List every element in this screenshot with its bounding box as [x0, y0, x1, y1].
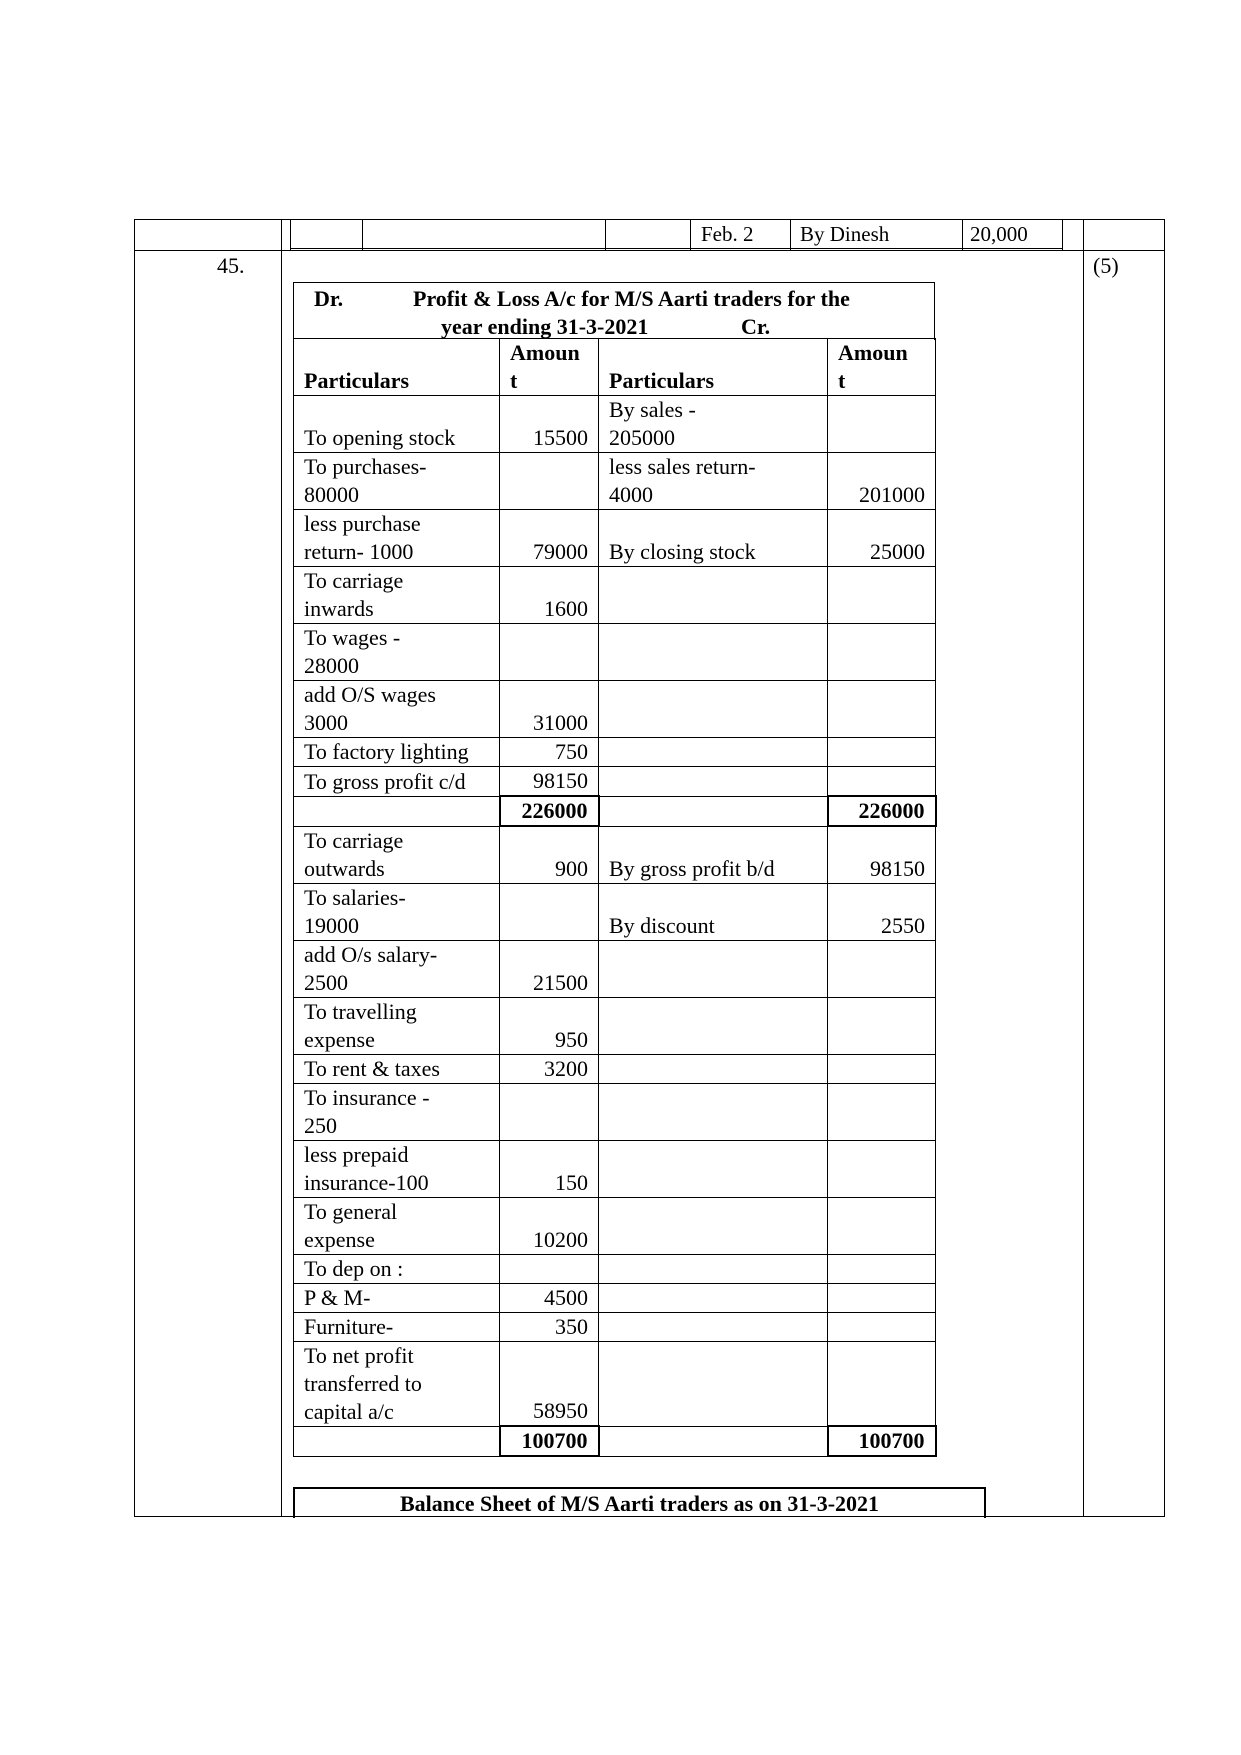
cr-blank — [599, 1341, 828, 1426]
dr-amount — [500, 883, 599, 940]
dr-particular: To general expense — [294, 1197, 500, 1254]
cr-amount — [828, 738, 936, 767]
dr-particular: To dep on : — [294, 1254, 500, 1283]
dr-amount: 10200 — [500, 1197, 599, 1254]
cr-particular: By gross profit b/d — [599, 826, 828, 883]
cr-particular — [599, 940, 828, 997]
dr-particular: To rent & taxes — [294, 1054, 500, 1083]
cr-amount — [828, 567, 936, 624]
column-header-row — [294, 339, 936, 396]
dr-amount: 900 — [500, 826, 599, 883]
cr-particular — [599, 624, 828, 681]
cr-particular — [599, 738, 828, 767]
pl-row — [294, 883, 936, 940]
cr-amount — [828, 1283, 936, 1312]
pl-total-row — [294, 1426, 936, 1456]
cr-particular — [599, 1140, 828, 1197]
dr-particular: add O/s salary- 2500 — [294, 940, 500, 997]
dr-amount: 3200 — [500, 1054, 599, 1083]
cr-blank — [599, 1426, 828, 1456]
cr-blank — [828, 1341, 936, 1426]
col-amount-dr: Amoun t — [500, 339, 599, 396]
cr-particular — [599, 567, 828, 624]
pl-row — [294, 1054, 936, 1083]
cr-amount — [828, 396, 936, 453]
cr-amount — [828, 940, 936, 997]
cr-particular — [599, 1254, 828, 1283]
cr-amount — [828, 997, 936, 1054]
trading-total-row — [294, 796, 936, 826]
trading-row — [294, 681, 936, 738]
pl-account-table — [293, 338, 937, 1457]
pl-row — [294, 940, 936, 997]
col-particulars-cr: Particulars — [599, 339, 828, 396]
question-marks: (5) — [1093, 253, 1119, 278]
pl-row — [294, 1254, 936, 1283]
trading-row — [294, 738, 936, 767]
cr-amount: 98150 — [828, 826, 936, 883]
dr-amount: 79000 — [500, 510, 599, 567]
cr-particular — [599, 767, 828, 797]
balance-sheet-title: Balance Sheet of M/S Aarti traders as on 31-3-2021 — [399, 1491, 880, 1516]
trading-row — [294, 767, 936, 797]
dr-particular: To factory lighting — [294, 738, 500, 767]
cr-amount — [828, 1197, 936, 1254]
pl-title-line2: year ending 31-3-2021 — [441, 314, 649, 339]
cr-particular — [599, 1054, 828, 1083]
pl-header — [293, 282, 935, 340]
dr-particular: add O/S wages 3000 — [294, 681, 500, 738]
dr-blank — [294, 796, 500, 826]
cr-amount — [828, 1054, 936, 1083]
dr-amount: 150 — [500, 1140, 599, 1197]
top-row-amount: 20,000 — [970, 222, 1028, 246]
pl-row — [294, 997, 936, 1054]
dr-amount: 350 — [500, 1312, 599, 1341]
pl-total-dr: 100700 — [500, 1426, 599, 1456]
trading-row — [294, 624, 936, 681]
cr-label: Cr. — [741, 314, 771, 339]
top-row-date: Feb. 2 — [701, 222, 754, 246]
dr-particular: To salaries- 19000 — [294, 883, 500, 940]
net-profit-amount: 58950 — [500, 1341, 599, 1426]
cr-particular — [599, 1197, 828, 1254]
cr-amount: 201000 — [828, 453, 936, 510]
cr-amount — [828, 1083, 936, 1140]
dr-amount: 750 — [500, 738, 599, 767]
pl-row — [294, 1197, 936, 1254]
dr-particular: To purchases- 80000 — [294, 453, 500, 510]
dr-particular: P & M- — [294, 1283, 500, 1312]
pl-row — [294, 826, 936, 883]
pl-title-line1: Profit & Loss A/c for M/S Aarti traders for the — [413, 286, 850, 311]
balance-sheet-title-box — [293, 1487, 986, 1518]
cr-particular — [599, 1083, 828, 1140]
cr-particular — [599, 681, 828, 738]
dr-particular: To carriage outwards — [294, 826, 500, 883]
col-amount-cr: Amoun t — [828, 339, 936, 396]
dr-amount — [500, 1254, 599, 1283]
cr-amount — [828, 1140, 936, 1197]
dr-particular: To carriage inwards — [294, 567, 500, 624]
dr-particular: To wages - 28000 — [294, 624, 500, 681]
cr-particular: By closing stock — [599, 510, 828, 567]
pl-row — [294, 1312, 936, 1341]
cr-particular: less sales return- 4000 — [599, 453, 828, 510]
dr-particular: less prepaid insurance-100 — [294, 1140, 500, 1197]
dr-amount — [500, 453, 599, 510]
dr-amount: 15500 — [500, 396, 599, 453]
cr-amount — [828, 767, 936, 797]
cr-amount — [828, 1254, 936, 1283]
cr-blank — [599, 796, 828, 826]
dr-amount: 98150 — [500, 767, 599, 797]
cr-particular: By sales - 205000 — [599, 396, 828, 453]
dr-blank — [294, 1426, 500, 1456]
pl-row — [294, 1140, 936, 1197]
cr-particular — [599, 997, 828, 1054]
trading-total-dr: 226000 — [500, 796, 599, 826]
dr-amount — [500, 624, 599, 681]
trading-total-cr: 226000 — [828, 796, 936, 826]
dr-particular: To gross profit c/d — [294, 767, 500, 797]
dr-amount: 950 — [500, 997, 599, 1054]
pl-row — [294, 1283, 936, 1312]
cr-amount: 2550 — [828, 883, 936, 940]
dr-amount: 31000 — [500, 681, 599, 738]
trading-row — [294, 510, 936, 567]
trading-row — [294, 567, 936, 624]
dr-particular: To travelling expense — [294, 997, 500, 1054]
cr-amount — [828, 624, 936, 681]
top-row-particular: By Dinesh — [800, 222, 890, 246]
cr-particular — [599, 1312, 828, 1341]
cr-amount — [828, 1312, 936, 1341]
dr-particular: less purchase return- 1000 — [294, 510, 500, 567]
dr-amount — [500, 1083, 599, 1140]
col-particulars-dr: Particulars — [294, 339, 500, 396]
cr-particular: By discount — [599, 883, 828, 940]
pl-total-cr: 100700 — [828, 1426, 936, 1456]
dr-amount: 21500 — [500, 940, 599, 997]
net-profit-row — [294, 1341, 936, 1426]
dr-particular: Furniture- — [294, 1312, 500, 1341]
question-number: 45. — [217, 253, 245, 278]
cr-amount: 25000 — [828, 510, 936, 567]
dr-amount: 1600 — [500, 567, 599, 624]
cr-amount — [828, 681, 936, 738]
dr-particular: To insurance - 250 — [294, 1083, 500, 1140]
pl-row — [294, 1083, 936, 1140]
dr-particular: To opening stock — [294, 396, 500, 453]
trading-row — [294, 396, 936, 453]
trading-row — [294, 453, 936, 510]
dr-amount: 4500 — [500, 1283, 599, 1312]
net-profit-label: To net profit transferred to capital a/c — [294, 1341, 500, 1426]
dr-label: Dr. — [314, 286, 344, 311]
cr-particular — [599, 1283, 828, 1312]
